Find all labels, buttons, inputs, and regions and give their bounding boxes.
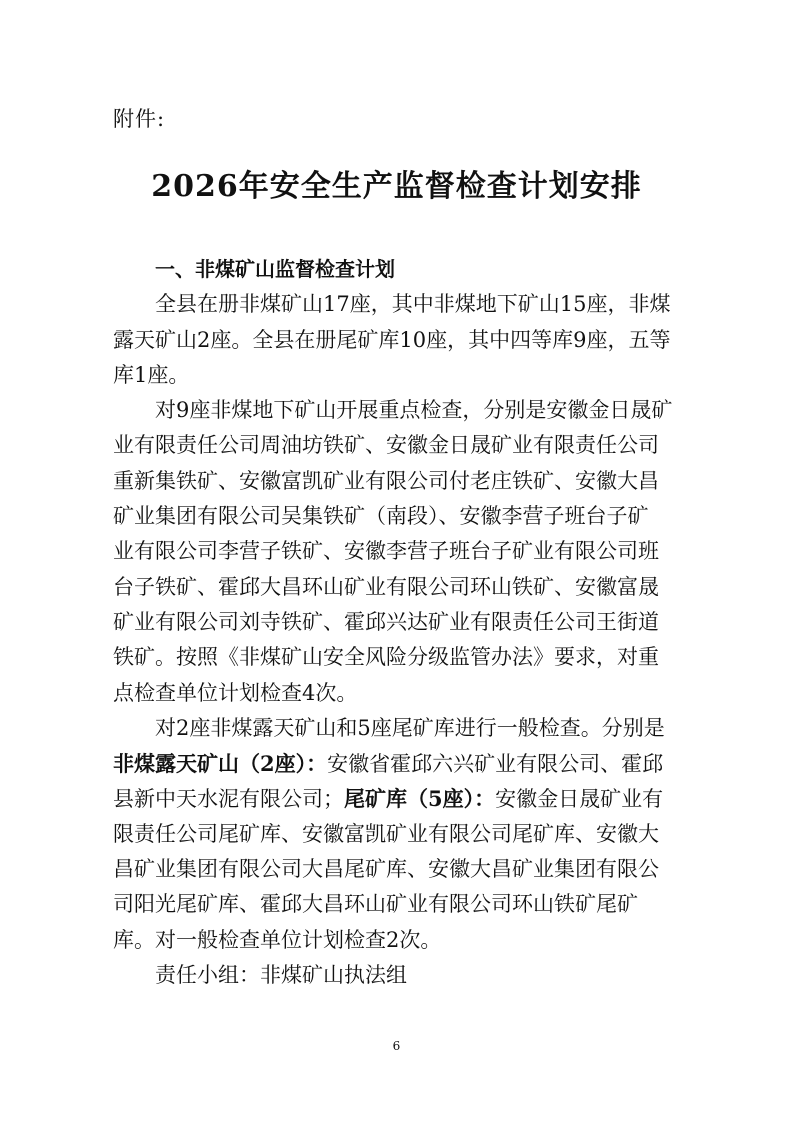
paragraph-line: 业有限公司李营子铁矿、安徽李营子班台子矿业有限公司班: [113, 539, 659, 564]
paragraph-line: 库1座。: [113, 362, 190, 387]
paragraph-key-inspection: [113, 393, 683, 711]
paragraph-line: 对2座非煤露天矿山和5座尾矿库进行一般检查。分别是: [155, 715, 665, 740]
paragraph-line: 业有限责任公司周油坊铁矿、安徽金日晟矿业有限责任公司: [113, 433, 659, 458]
paragraph-line: 矿业集团有限公司吴集铁矿（南段）、安徽李营子班台子矿: [113, 504, 649, 529]
paragraph-line: 限责任公司尾矿库、安徽富凯矿业有限公司尾矿库、安徽大: [113, 821, 659, 846]
paragraph-line: 库。对一般检查单位计划检查2次。: [113, 927, 442, 952]
open-pit-text-end: 县新中天水泥有限公司；: [113, 787, 344, 812]
paragraph-line: [113, 746, 683, 781]
paragraph-line: 铁矿。按照《非煤矿山安全风险分级监管办法》要求，对重: [113, 645, 659, 670]
tailings-label: 尾矿库（5座）：: [344, 786, 496, 812]
responsible-group: 责任小组：非煤矿山执法组: [155, 962, 407, 987]
document-title: 2026年安全生产监督检查计划安排: [151, 169, 642, 204]
document-body: [113, 252, 683, 993]
tailings-text: 安徽金日晟矿业有: [495, 787, 664, 812]
open-pit-label: 非煤露天矿山（2座）：: [113, 751, 328, 777]
paragraph-line: [113, 781, 683, 816]
section-heading: 一、非煤矿山监督检查计划: [155, 257, 395, 281]
paragraph-line: 台子铁矿、霍邱大昌环山矿业有限公司环山铁矿、安徽富晟: [113, 574, 659, 599]
paragraph-line: 点检查单位计划检查4次。: [113, 680, 358, 705]
paragraph-line: 重新集铁矿、安徽富凯矿业有限公司付老庄铁矿、安徽大昌: [113, 468, 659, 493]
paragraph-line: 司阳光尾矿库、霍邱大昌环山矿业有限公司环山铁矿尾矿: [113, 892, 638, 917]
paragraph-mine-count: [113, 287, 683, 393]
paragraph-line: 露天矿山2座。全县在册尾矿库10座，其中四等库9座，五等: [113, 327, 671, 352]
paragraph-line: 对9座非煤地下矿山开展重点检查，分别是安徽金日晟矿: [155, 398, 673, 423]
paragraph-line: 矿业有限公司刘寺铁矿、霍邱兴达矿业有限责任公司王街道: [113, 609, 659, 634]
paragraph-general-inspection: [113, 711, 683, 958]
open-pit-text: 安徽省霍邱六兴矿业有限公司、霍邱: [327, 752, 664, 777]
page-number: 6: [392, 1039, 401, 1053]
attachment-label: 附件:: [113, 107, 166, 131]
paragraph-line: 昌矿业集团有限公司大昌尾矿库、安徽大昌矿业集团有限公: [113, 857, 659, 882]
paragraph-line: 全县在册非煤矿山17座，其中非煤地下矿山15座，非煤: [155, 292, 671, 317]
